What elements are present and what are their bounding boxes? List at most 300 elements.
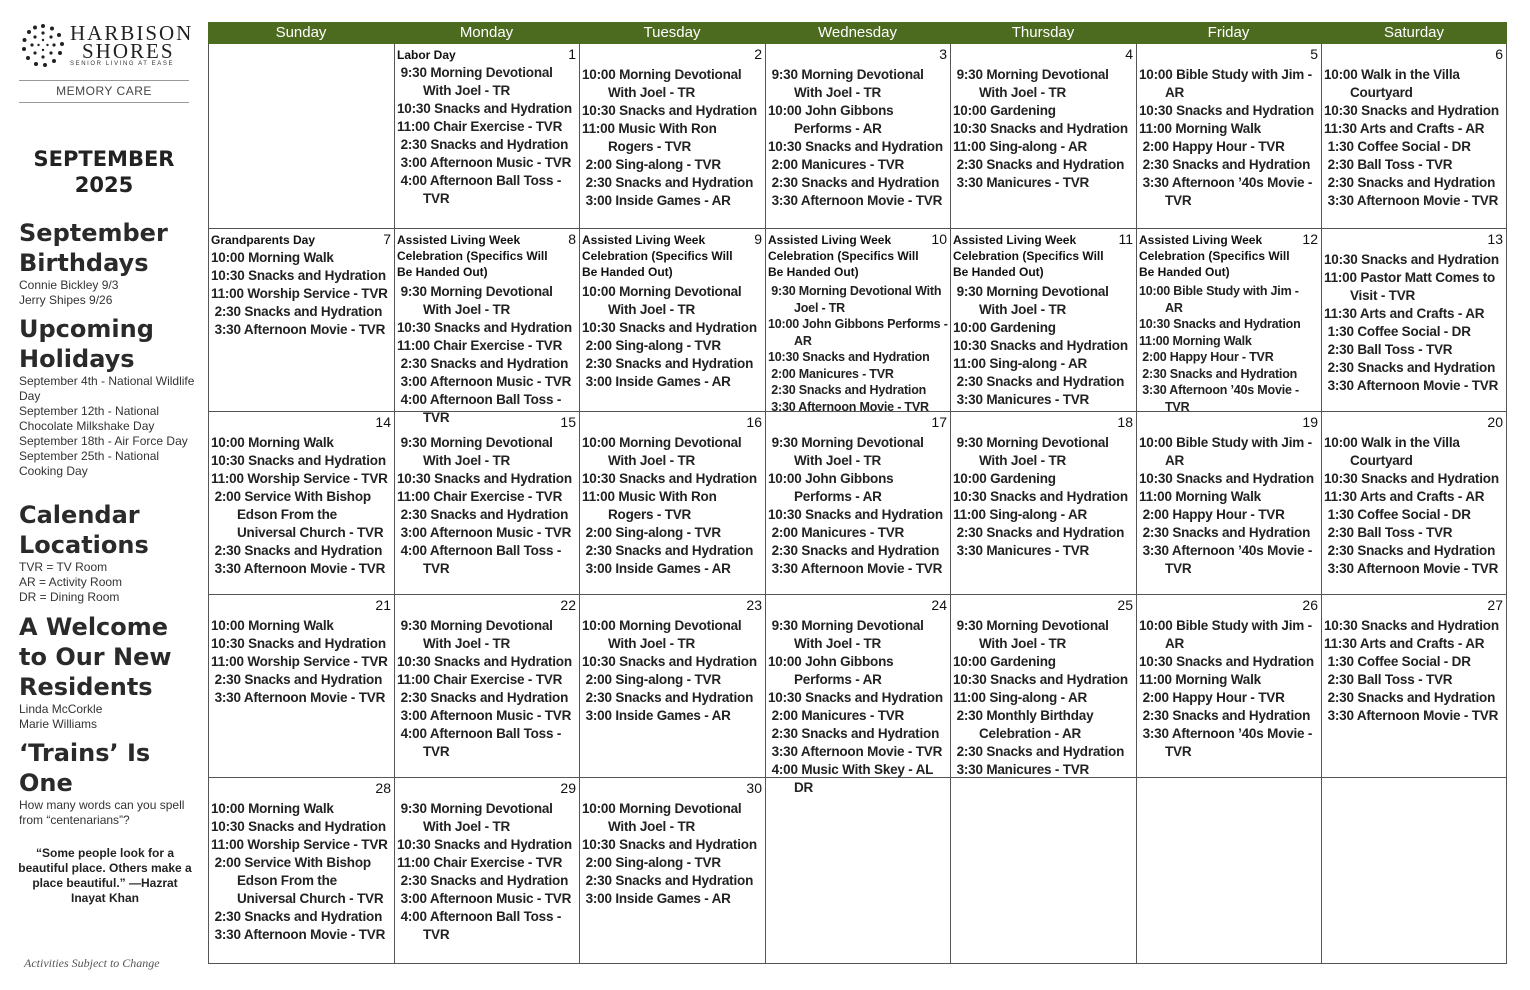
activities-disclaimer: Activities Subject to Change [24,956,160,970]
event-list [582,434,763,578]
day-cell-1 [394,44,579,229]
birthday-item: Jerry Shipes 9/26 [19,293,113,307]
day-note: Assisted Living Week Celebration (Specifics Will Be Handed Out) [768,233,919,279]
birthdays-title: September Birthdays [19,219,168,277]
event-item: 9:30 Morning Devotional With Joel - TR [768,284,945,315]
event-item: 2:30 Snacks and Hydration [211,672,383,687]
event-item: 3:30 Afternoon Movie - TVR [1324,708,1499,723]
day-number: 1 [568,46,576,62]
event-item: 2:30 Snacks and Hydration [1139,525,1311,540]
event-item: 3:30 Afternoon Movie - TVR [211,927,386,942]
event-item: 2:30 Snacks and Hydration [953,744,1125,759]
event-item: 10:30 Snacks and Hydration [1324,252,1499,267]
event-list [1324,66,1504,210]
event-item: 2:30 Snacks and Hydration [211,304,383,319]
event-item: 11:00 Chair Exercise - TVR [397,338,563,353]
event-item: 11:00 Morning Walk [1139,121,1261,136]
event-item: 2:00 Sing-along - TVR [582,338,721,353]
event-item: 2:00 Manicures - TVR [768,366,894,381]
event-item: 10:30 Snacks and Hydration [1139,654,1314,669]
divider [19,80,189,81]
event-item: 11:00 Music With Ron Rogers - TVR [582,489,721,522]
event-item: 9:30 Morning Devotional With Joel - TR [397,284,557,317]
day-number: 12 [1302,231,1318,247]
event-item: 10:30 Snacks and Hydration [1324,103,1499,118]
day-number: 26 [1302,597,1318,613]
event-item: 2:30 Snacks and Hydration [582,543,754,558]
event-item: 3:30 Manicures - TVR [953,762,1090,777]
logo-tagline: SENIOR LIVING AT EASE [70,61,175,67]
day-number: 9 [754,231,762,247]
event-item: 10:00 Morning Devotional With Joel - TR [582,435,746,468]
event-item: 2:00 Happy Hour - TVR [1139,507,1285,522]
day-cell-29 [394,778,579,964]
event-item: 11:00 Chair Exercise - TVR [397,489,563,504]
event-item: 10:00 Bible Study with Jim - AR [1139,284,1302,315]
day-cell-11 [950,229,1136,412]
day-header-friday: Friday [1136,22,1321,44]
event-item: 10:00 Gardening [953,320,1056,335]
welcome-title: A Welcome to Our New Residents [19,613,172,701]
event-item: 10:30 Snacks and Hydration [768,139,943,154]
holidays-section [19,314,204,479]
puzzle-section [19,738,204,828]
event-item: 2:30 Monthly Birthday Celebration - AR [953,708,1097,741]
day-cell-19 [1136,412,1321,595]
event-item: 11:00 Morning Walk [1139,489,1261,504]
event-item: 3:30 Afternoon ’40s Movie - TVR [1139,175,1316,208]
event-item: 10:30 Snacks and Hydration [582,320,757,335]
location-item: TVR = TV Room [19,560,108,574]
event-list [582,617,763,725]
harbison-shores-logo [20,21,194,72]
event-list [953,617,1134,779]
day-cell-26 [1136,595,1321,778]
event-item: 2:30 Ball Toss - TVR [1324,672,1453,687]
event-item: 4:00 Afternoon Ball Toss - TVR [397,909,565,942]
event-item: 2:30 Snacks and Hydration [211,543,383,558]
event-list [397,283,577,427]
event-item: 2:30 Snacks and Hydration [768,543,940,558]
event-list [1324,251,1504,395]
event-item: 2:00 Sing-along - TVR [582,672,721,687]
event-item: 9:30 Morning Devotional With Joel - TR [768,618,928,651]
day-header-wednesday: Wednesday [765,22,950,44]
puzzle-title: ‘Trains’ Is One [19,739,151,797]
event-item: 10:30 Snacks and Hydration [582,837,757,852]
location-item: AR = Activity Room [19,575,123,589]
holiday-item: September 12th - National Chocolate Milkshake Day [19,404,160,433]
event-item: 10:00 Bible Study with Jim - AR [1139,618,1316,651]
day-cell-6 [1321,44,1507,229]
event-list [1139,283,1319,415]
day-number: 21 [375,597,391,613]
event-item: 10:00 Morning Devotional With Joel - TR [582,67,746,100]
day-cell-2 [579,44,765,229]
day-note: Assisted Living Week Celebration (Specifics Will Be Handed Out) [953,233,1104,279]
event-item: 11:00 Sing-along - AR [953,507,1088,522]
birthday-item: Connie Bickley 9/3 [19,278,119,292]
event-item: 11:00 Sing-along - AR [953,139,1088,154]
event-item: 2:30 Snacks and Hydration [768,175,940,190]
event-item: 11:00 Chair Exercise - TVR [397,672,563,687]
event-list [211,249,392,339]
event-list [1139,66,1319,210]
day-cell-5 [1136,44,1321,229]
day-header-tuesday: Tuesday [579,22,765,44]
event-item: 10:30 Snacks and Hydration [211,636,386,651]
empty-day-cell [1136,778,1321,964]
year-label: 2025 [74,173,134,197]
day-note: Grandparents Day [211,233,316,247]
event-item: 10:30 Snacks and Hydration [768,690,943,705]
day-note: Assisted Living Week Celebration (Specifics Will Be Handed Out) [397,233,548,279]
event-list [582,800,763,908]
event-item: 10:30 Snacks and Hydration [1139,103,1314,118]
event-item: 10:30 Snacks and Hydration [953,672,1128,687]
event-item: 2:00 Happy Hour - TVR [1139,139,1285,154]
event-item: 3:30 Afternoon Movie - TVR [211,322,386,337]
day-header-monday: Monday [394,22,579,44]
event-item: 2:30 Snacks and Hydration [582,356,754,371]
day-number: 13 [1487,231,1503,247]
event-item: 2:30 Snacks and Hydration [1324,543,1496,558]
day-number: 5 [1310,46,1318,62]
event-item: 10:00 Morning Walk [211,435,334,450]
event-item: 10:30 Snacks and Hydration [1139,471,1314,486]
event-item: 3:00 Afternoon Music - TVR [397,708,572,723]
locations-section [19,500,204,605]
event-list [1324,617,1504,725]
event-item: 3:00 Afternoon Music - TVR [397,525,572,540]
event-item: 10:00 Gardening [953,471,1056,486]
event-list [397,617,577,761]
event-item: 2:00 Service With Bishop Edson From the Universal Church - TVR [211,855,384,906]
event-item: 2:30 Snacks and Hydration [1139,157,1311,172]
event-item: 9:30 Morning Devotional With Joel - TR [397,618,557,651]
event-item: 11:00 Pastor Matt Comes to Visit - TVR [1324,270,1499,303]
empty-day-cell [1321,778,1507,964]
day-number: 14 [375,414,391,430]
event-item: 10:00 Walk in the Villa Courtyard [1324,435,1464,468]
event-item: 11:30 Arts and Crafts - AR [1324,489,1485,504]
event-list [768,283,951,415]
day-cell-17 [765,412,950,595]
event-item: 11:00 Chair Exercise - TVR [397,119,563,134]
event-item: 10:30 Snacks and Hydration [397,837,572,852]
event-item: 10:30 Snacks and Hydration [211,268,386,283]
event-item: 10:00 Morning Walk [211,801,334,816]
event-item: 9:30 Morning Devotional With Joel - TR [768,435,928,468]
day-cell-30 [579,778,765,964]
event-list [953,66,1134,192]
event-item: 3:30 Afternoon Movie - TVR [768,744,943,759]
day-cell-4 [950,44,1136,229]
event-item: 4:00 Afternoon Ball Toss - TVR [397,173,565,206]
event-item: 11:30 Arts and Crafts - AR [1324,306,1485,321]
event-item: 2:00 Manicures - TVR [768,525,905,540]
day-number: 23 [746,597,762,613]
event-item: 3:00 Inside Games - AR [582,374,731,389]
event-item: 11:00 Music With Ron Rogers - TVR [582,121,721,154]
event-list [582,283,763,391]
event-item: 3:00 Afternoon Music - TVR [397,374,572,389]
event-item: 2:30 Snacks and Hydration [397,137,569,152]
event-item: 2:00 Happy Hour - TVR [1139,690,1285,705]
event-item: 2:00 Service With Bishop Edson From the Universal Church - TVR [211,489,384,540]
event-item: 3:30 Afternoon ’40s Movie - TVR [1139,383,1303,414]
event-item: 11:00 Worship Service - TVR [211,654,388,669]
day-cell-14 [208,412,394,595]
day-cell-25 [950,595,1136,778]
event-item: 2:00 Sing-along - TVR [582,525,721,540]
day-number: 28 [375,780,391,796]
event-item: 1:30 Coffee Social - DR [1324,507,1471,522]
event-list [211,800,392,944]
event-item: 9:30 Morning Devotional With Joel - TR [397,801,557,834]
event-item: 10:30 Snacks and Hydration [1139,317,1301,331]
holiday-item: September 4th - National Wildlife Day [19,374,195,403]
event-item: 3:30 Afternoon Movie - TVR [768,561,943,576]
event-item: 2:30 Snacks and Hydration [1139,708,1311,723]
event-item: 3:30 Afternoon Movie - TVR [211,561,386,576]
location-item: DR = Dining Room [19,590,120,604]
event-item: 3:30 Manicures - TVR [953,175,1090,190]
day-number: 16 [746,414,762,430]
day-cell-10 [765,229,950,412]
event-item: 4:00 Afternoon Ball Toss - TVR [397,392,565,425]
empty-day-cell [950,778,1136,964]
event-item: 10:00 John Gibbons Performs - AR [768,654,897,687]
event-item: 2:00 Manicures - TVR [768,157,905,172]
event-item: 2:30 Snacks and Hydration [397,507,569,522]
day-number: 27 [1487,597,1503,613]
dotted-circle-logo-icon [20,22,66,70]
event-item: 2:30 Snacks and Hydration [1139,366,1298,381]
event-item: 11:00 Worship Service - TVR [211,837,388,852]
event-item: 11:00 Worship Service - TVR [211,471,388,486]
event-item: 3:30 Afternoon Movie - TVR [211,690,386,705]
event-item: 10:00 John Gibbons Performs - AR [768,471,897,504]
day-header-sunday: Sunday [208,22,394,44]
event-item: 10:30 Snacks and Hydration [397,101,572,116]
day-note: Labor Day [397,48,456,62]
event-item: 10:30 Snacks and Hydration [397,320,572,335]
event-list [1139,617,1319,761]
event-list [1139,434,1319,578]
event-item: 3:30 Afternoon Movie - TVR [1324,193,1499,208]
day-number: 30 [746,780,762,796]
event-list [397,800,577,944]
event-item: 2:00 Sing-along - TVR [582,855,721,870]
event-item: 4:00 Afternoon Ball Toss - TVR [397,543,565,576]
event-item: 3:00 Inside Games - AR [582,193,731,208]
day-number: 6 [1495,46,1503,62]
day-header-thursday: Thursday [950,22,1136,44]
day-number: 10 [931,231,947,247]
event-item: 10:30 Snacks and Hydration [211,819,386,834]
day-number: 7 [383,231,391,247]
event-item: 3:30 Afternoon Movie - TVR [1324,561,1499,576]
event-item: 10:30 Snacks and Hydration [768,350,930,364]
day-number: 11 [1118,231,1133,247]
event-item: 2:30 Snacks and Hydration [582,175,754,190]
event-item: 10:00 Morning Walk [211,618,334,633]
day-number: 20 [1487,414,1503,430]
event-item: 3:30 Manicures - TVR [953,543,1090,558]
event-item: 2:30 Snacks and Hydration [1324,360,1496,375]
event-item: 9:30 Morning Devotional With Joel - TR [953,284,1113,317]
event-item: 9:30 Morning Devotional With Joel - TR [768,67,928,100]
day-cell-20 [1321,412,1507,595]
event-item: 2:30 Snacks and Hydration [1324,175,1496,190]
event-item: 10:00 Morning Devotional With Joel - TR [582,801,746,834]
event-item: 2:30 Ball Toss - TVR [1324,525,1453,540]
event-item: 3:30 Afternoon Movie - TVR [768,193,943,208]
holiday-item: September 25th - National Cooking Day [19,449,160,478]
event-item: 10:00 Gardening [953,654,1056,669]
event-item: 10:00 Bible Study with Jim - AR [1139,67,1316,100]
event-item: 10:30 Snacks and Hydration [582,654,757,669]
event-item: 9:30 Morning Devotional With Joel - TR [953,618,1113,651]
event-item: 2:30 Snacks and Hydration [211,909,383,924]
day-cell-16 [579,412,765,595]
sidebar [0,0,205,990]
event-item: 4:00 Afternoon Ball Toss - TVR [397,726,565,759]
day-number: 3 [939,46,947,62]
logo-line-2: SHORES [82,39,175,63]
day-cell-12 [1136,229,1321,412]
event-list [768,617,948,797]
resident-item: Marie Williams [19,717,97,731]
event-item: 2:00 Happy Hour - TVR [1139,350,1274,364]
event-item: 3:30 Afternoon Movie - TVR [1324,378,1499,393]
puzzle-text: How many words can you spell from “centenarians”? [19,798,185,827]
event-item: 3:00 Inside Games - AR [582,561,731,576]
event-item: 10:30 Snacks and Hydration [768,507,943,522]
event-list [397,434,577,578]
event-item: 1:30 Coffee Social - DR [1324,139,1471,154]
day-cell-24 [765,595,950,795]
resident-item: Linda McCorkle [19,702,103,716]
quote: “Some people look for a beautiful place. Others make a place beautiful.” —Hazrat Inayat Khan [18,846,192,905]
event-item: 3:00 Inside Games - AR [582,708,731,723]
event-list [397,64,577,208]
event-item: 2:30 Snacks and Hydration [397,690,569,705]
event-item: 3:00 Inside Games - AR [582,891,731,906]
month-label: SEPTEMBER [33,147,175,171]
event-item: 2:00 Sing-along - TVR [582,157,721,172]
event-item: 11:00 Morning Walk [1139,672,1261,687]
event-item: 3:00 Afternoon Music - TVR [397,891,572,906]
logo-line-1: HARBISON [70,21,194,45]
day-cell-3 [765,44,950,229]
event-item: 2:30 Snacks and Hydration [397,873,569,888]
event-item: 10:00 John Gibbons Performs - AR [768,317,951,348]
day-number: 25 [1117,597,1133,613]
event-item: 3:30 Afternoon Movie - TVR [768,399,929,414]
day-cell-22 [394,595,579,778]
day-number: 17 [931,414,947,430]
event-item: 10:00 Morning Devotional With Joel - TR [582,618,746,651]
event-item: 10:00 Walk in the Villa Courtyard [1324,67,1464,100]
event-item: 11:30 Arts and Crafts - AR [1324,636,1485,651]
event-item: 11:00 Chair Exercise - TVR [397,855,563,870]
event-list [211,617,392,707]
program-label: MEMORY CARE [56,84,152,98]
event-item: 2:00 Manicures - TVR [768,708,905,723]
event-item: 2:30 Ball Toss - TVR [1324,157,1453,172]
day-number: 29 [560,780,576,796]
event-item: 10:30 Snacks and Hydration [953,121,1128,136]
event-item: 2:30 Snacks and Hydration [953,157,1125,172]
day-header-saturday: Saturday [1321,22,1507,44]
event-item: 11:00 Worship Service - TVR [211,286,388,301]
event-list [768,66,948,210]
day-number: 15 [560,414,576,430]
event-item: 10:30 Snacks and Hydration [211,453,386,468]
divider [19,102,189,103]
event-item: 1:30 Coffee Social - DR [1324,324,1471,339]
event-item: 10:30 Snacks and Hydration [1324,618,1499,633]
event-item: 3:00 Afternoon Music - TVR [397,155,572,170]
event-item: 2:30 Snacks and Hydration [397,356,569,371]
event-item: 4:00 Music With Skey - AL DR [768,762,937,795]
day-number: 2 [754,46,762,62]
event-item: 2:30 Snacks and Hydration [953,374,1125,389]
day-note: Assisted Living Week Celebration (Specifics Will Be Handed Out) [582,233,733,279]
event-list [768,434,948,578]
event-item: 10:30 Snacks and Hydration [582,103,757,118]
day-number: 8 [568,231,576,247]
event-list [953,434,1134,560]
event-item: 2:30 Ball Toss - TVR [1324,342,1453,357]
event-item: 10:30 Snacks and Hydration [397,654,572,669]
calendar-grid [208,22,1507,964]
holiday-item: September 18th - Air Force Day [19,434,188,448]
event-item: 11:00 Sing-along - AR [953,690,1088,705]
day-number: 22 [560,597,576,613]
event-item: 10:00 Bible Study with Jim - AR [1139,435,1316,468]
event-item: 10:30 Snacks and Hydration [953,338,1128,353]
event-list [1324,434,1504,578]
day-cell-21 [208,595,394,778]
event-item: 10:00 Gardening [953,103,1056,118]
month-year [19,146,189,198]
event-item: 9:30 Morning Devotional With Joel - TR [397,65,557,98]
event-item: 2:30 Snacks and Hydration [582,690,754,705]
day-cell-15 [394,412,579,595]
event-item: 10:30 Snacks and Hydration [953,489,1128,504]
day-cell-18 [950,412,1136,595]
day-cell-9 [579,229,765,412]
event-list [211,434,392,578]
day-number: 4 [1125,46,1133,62]
event-item: 2:30 Snacks and Hydration [953,525,1125,540]
event-item: 11:00 Sing-along - AR [953,356,1088,371]
event-item: 10:30 Snacks and Hydration [1324,471,1499,486]
day-cell-23 [579,595,765,778]
event-item: 2:30 Snacks and Hydration [1324,690,1496,705]
event-item: 10:00 John Gibbons Performs - AR [768,103,897,136]
event-list [582,66,763,210]
birthdays-section [19,218,204,308]
holidays-title: Upcoming Holidays [19,315,154,373]
event-list [953,283,1134,409]
event-item: 9:30 Morning Devotional With Joel - TR [397,435,557,468]
event-item: 2:30 Snacks and Hydration [768,726,940,741]
day-cell-13 [1321,229,1507,412]
